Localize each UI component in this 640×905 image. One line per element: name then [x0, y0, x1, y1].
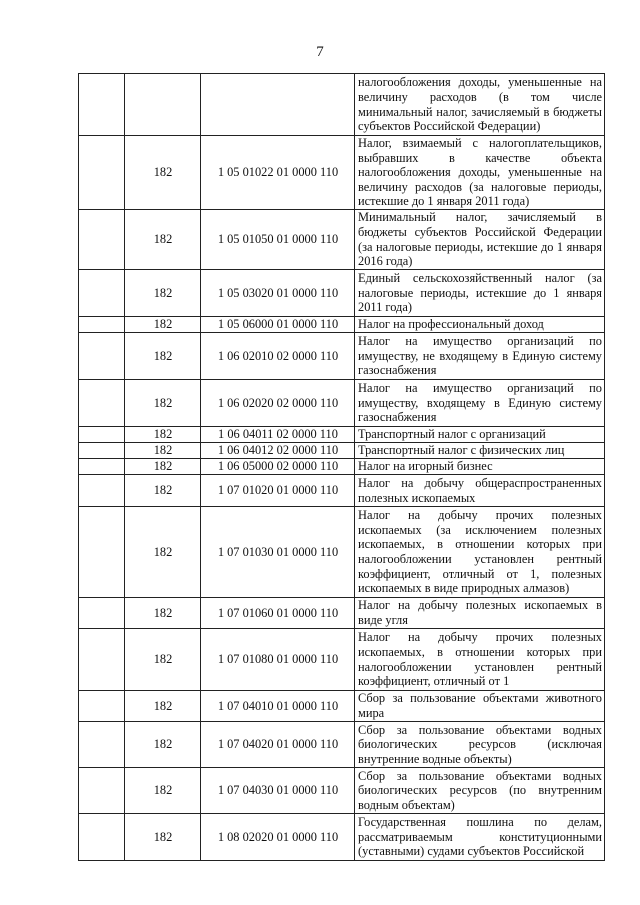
- blank-cell: [79, 136, 125, 210]
- table-row: [79, 598, 605, 629]
- admin-code-cell: 182: [125, 629, 201, 691]
- admin-code-cell: 182: [125, 380, 201, 427]
- budget-code-cell: 1 05 01022 01 0000 110: [201, 136, 355, 210]
- admin-code-cell: 182: [125, 443, 201, 459]
- blank-cell: [79, 768, 125, 814]
- blank-cell: [79, 443, 125, 459]
- table-row: [79, 459, 605, 475]
- admin-code-cell: 182: [125, 507, 201, 598]
- table-row: [79, 507, 605, 598]
- admin-code-cell: [125, 74, 201, 136]
- budget-code-cell: 1 05 03020 01 0000 110: [201, 270, 355, 317]
- admin-code-cell: 182: [125, 475, 201, 507]
- revenue-name-cell: Налог на игорный бизнес: [355, 459, 605, 475]
- revenue-name-cell: Налог на имущество организаций по имуществу, входящему в Единую систему газоснабжения: [355, 380, 605, 427]
- table-row: [79, 443, 605, 459]
- table-row: [79, 768, 605, 814]
- revenue-name-cell: Налог на добычу полезных ископаемых в виде угля: [355, 598, 605, 629]
- revenue-name-cell: Сбор за пользование объектами животного мира: [355, 691, 605, 722]
- revenue-name-cell: Транспортный налог с организаций: [355, 427, 605, 443]
- table-row: [79, 270, 605, 317]
- budget-code-cell: 1 08 02020 01 0000 110: [201, 814, 355, 861]
- blank-cell: [79, 380, 125, 427]
- revenue-name-cell: Налог на добычу прочих полезных ископаемых (за исключением полезных ископаемых, в отношении которых при налогообложении установлен рентный коэффициент, отличный от 1, полезных ископаемых в виде природных алмазов): [355, 507, 605, 598]
- admin-code-cell: 182: [125, 270, 201, 317]
- budget-code-cell: 1 06 02020 02 0000 110: [201, 380, 355, 427]
- revenue-name-cell: налогообложения доходы, уменьшенные на величину расходов (в том числе минимальный налог, зачисляемый в бюджеты субъектов Российской Федерации): [355, 74, 605, 136]
- revenue-name-cell: Сбор за пользование объектами водных биологических ресурсов (по внутренним водным объектам): [355, 768, 605, 814]
- blank-cell: [79, 814, 125, 861]
- budget-code-cell: 1 07 01020 01 0000 110: [201, 475, 355, 507]
- budget-code-cell: 1 05 06000 01 0000 110: [201, 317, 355, 333]
- blank-cell: [79, 270, 125, 317]
- admin-code-cell: 182: [125, 333, 201, 380]
- budget-code-cell: 1 07 04030 01 0000 110: [201, 768, 355, 814]
- budget-code-cell: 1 05 01050 01 0000 110: [201, 210, 355, 270]
- blank-cell: [79, 333, 125, 380]
- budget-code-cell: 1 07 04010 01 0000 110: [201, 691, 355, 722]
- revenue-name-cell: Налог на добычу общераспространенных полезных ископаемых: [355, 475, 605, 507]
- admin-code-cell: 182: [125, 427, 201, 443]
- revenue-name-cell: Сбор за пользование объектами водных биологических ресурсов (исключая внутренние водные объекты): [355, 722, 605, 768]
- table-row: [79, 475, 605, 507]
- revenue-name-cell: Налог на профессиональный доход: [355, 317, 605, 333]
- table-row: [79, 722, 605, 768]
- admin-code-cell: 182: [125, 459, 201, 475]
- admin-code-cell: 182: [125, 691, 201, 722]
- budget-code-cell: 1 06 02010 02 0000 110: [201, 333, 355, 380]
- revenue-name-cell: Минимальный налог, зачисляемый в бюджеты субъектов Российской Федерации (за налоговые периоды, истекшие до 1 января 2016 года): [355, 210, 605, 270]
- admin-code-cell: 182: [125, 210, 201, 270]
- budget-code-cell: 1 07 01060 01 0000 110: [201, 598, 355, 629]
- table-row: [79, 136, 605, 210]
- admin-code-cell: 182: [125, 598, 201, 629]
- blank-cell: [79, 475, 125, 507]
- revenue-name-cell: Единый сельскохозяйственный налог (за налоговые периоды, истекшие до 1 января 2011 года): [355, 270, 605, 317]
- revenue-name-cell: Налог на добычу прочих полезных ископаемых, в отношении которых при налогообложении установлен рентный коэффициент, отличный от 1: [355, 629, 605, 691]
- blank-cell: [79, 427, 125, 443]
- blank-cell: [79, 629, 125, 691]
- blank-cell: [79, 722, 125, 768]
- budget-code-cell: 1 06 05000 02 0000 110: [201, 459, 355, 475]
- blank-cell: [79, 210, 125, 270]
- blank-cell: [79, 317, 125, 333]
- page-number: 7: [316, 44, 324, 60]
- budget-code-cell: 1 06 04011 02 0000 110: [201, 427, 355, 443]
- blank-cell: [79, 691, 125, 722]
- table-row: [79, 629, 605, 691]
- revenue-name-cell: Государственная пошлина по делам, рассматриваемым конституционными (уставными) судами субъектов Российской: [355, 814, 605, 861]
- budget-code-cell: 1 07 01080 01 0000 110: [201, 629, 355, 691]
- admin-code-cell: 182: [125, 136, 201, 210]
- table-row: [79, 333, 605, 380]
- revenue-name-cell: Налог, взимаемый с налогоплательщиков, выбравших в качестве объекта налогообложения доходы, уменьшенные на величину расходов (за налоговые периоды, истекшие до 1 января 2011 года): [355, 136, 605, 210]
- table-row: [79, 74, 605, 136]
- blank-cell: [79, 507, 125, 598]
- revenue-name-cell: Транспортный налог с физических лиц: [355, 443, 605, 459]
- table-row: [79, 317, 605, 333]
- table-row: [79, 210, 605, 270]
- admin-code-cell: 182: [125, 814, 201, 861]
- budget-code-cell: [201, 74, 355, 136]
- budget-revenue-table: [78, 73, 605, 861]
- budget-code-cell: 1 07 01030 01 0000 110: [201, 507, 355, 598]
- admin-code-cell: 182: [125, 722, 201, 768]
- admin-code-cell: 182: [125, 768, 201, 814]
- admin-code-cell: 182: [125, 317, 201, 333]
- blank-cell: [79, 598, 125, 629]
- budget-code-cell: 1 06 04012 02 0000 110: [201, 443, 355, 459]
- table-row: [79, 427, 605, 443]
- table-row: [79, 380, 605, 427]
- table-row: [79, 814, 605, 861]
- blank-cell: [79, 74, 125, 136]
- budget-code-cell: 1 07 04020 01 0000 110: [201, 722, 355, 768]
- blank-cell: [79, 459, 125, 475]
- revenue-name-cell: Налог на имущество организаций по имуществу, не входящему в Единую систему газоснабжения: [355, 333, 605, 380]
- table-row: [79, 691, 605, 722]
